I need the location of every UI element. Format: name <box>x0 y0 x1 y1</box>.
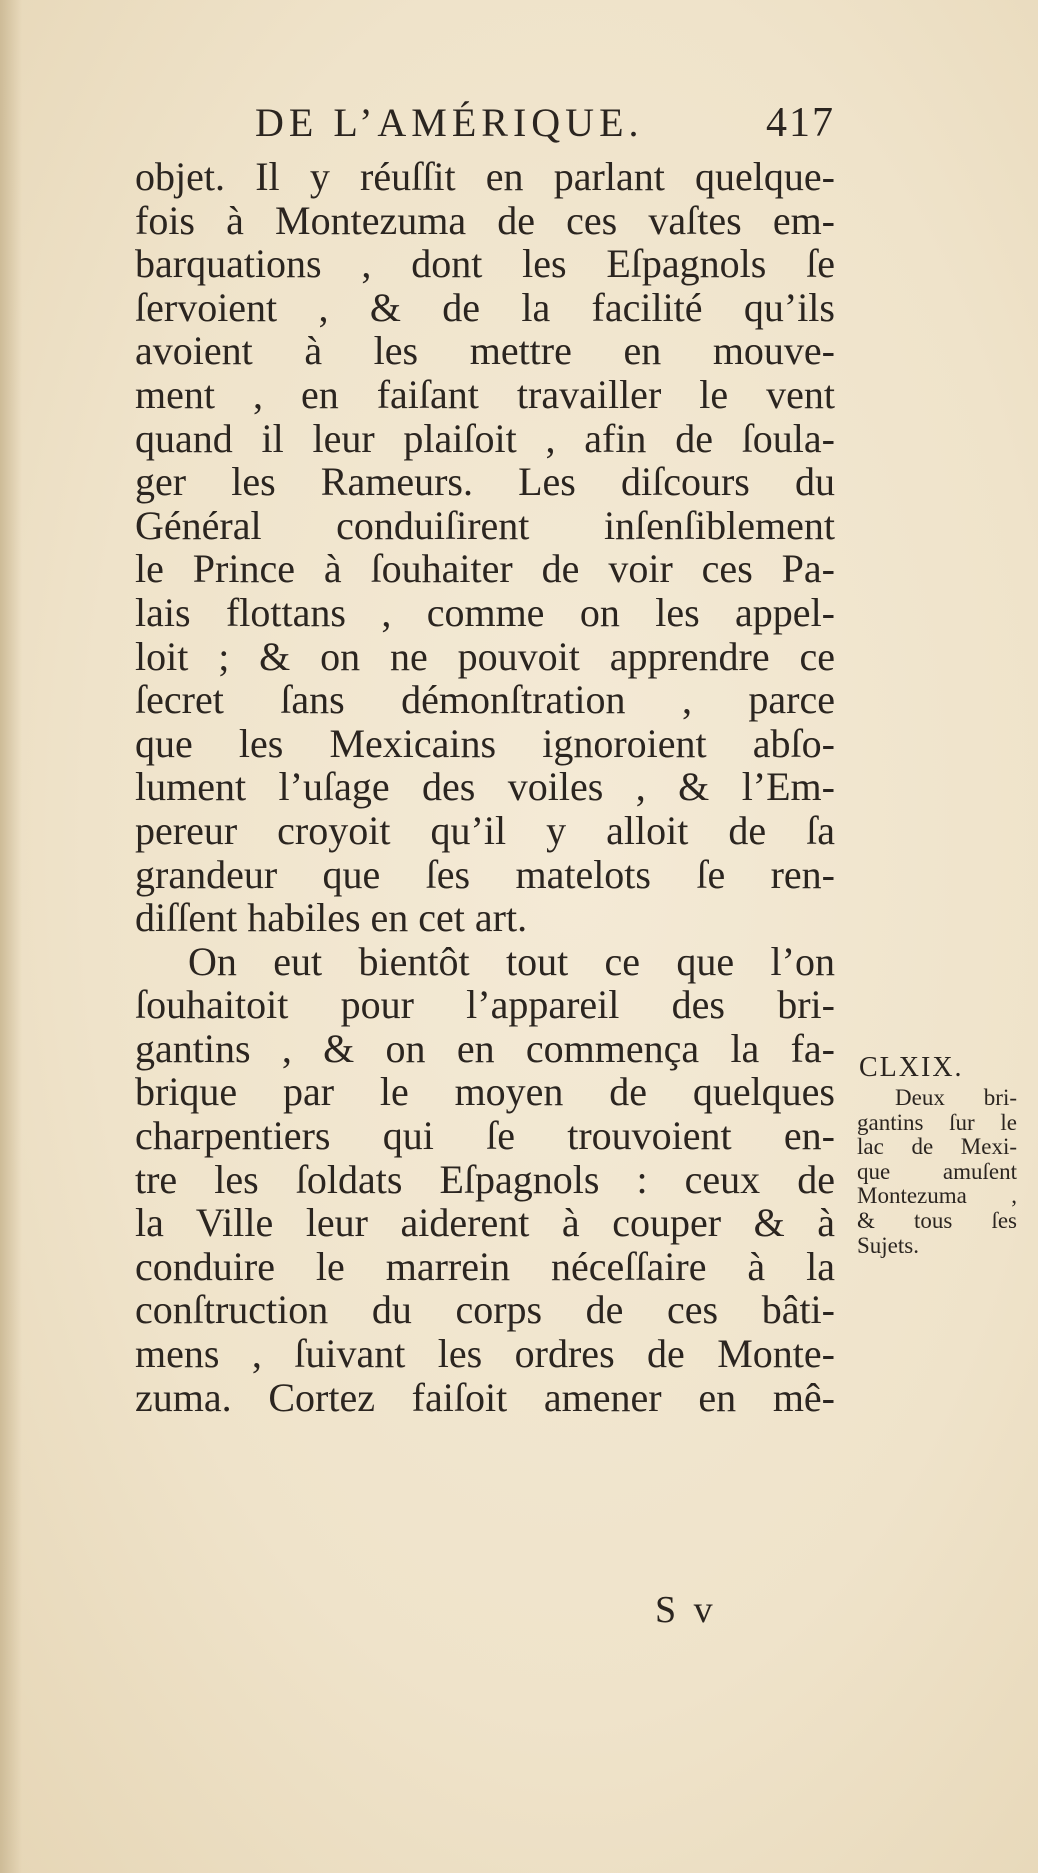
text-line: ger les Rameurs. Les diſcours du <box>135 459 835 505</box>
page-number: 417 <box>766 100 835 146</box>
text-line: la Ville leur aiderent à couper & à <box>135 1200 835 1246</box>
page-gutter-shadow <box>0 0 22 1873</box>
text-line: avoient à les mettre en mouve- <box>135 328 835 374</box>
marginal-note-line: & tous ſes <box>857 1207 1017 1233</box>
text-line: tre les ſoldats Eſpagnols : ceux de <box>135 1156 835 1202</box>
text-line: conduire le marrein néceſſaire à la <box>135 1243 835 1289</box>
text-line: charpentiers qui ſe trouvoient en- <box>135 1113 835 1159</box>
text-line: diſſent habiles en cet art. <box>135 895 528 941</box>
text-line: zuma. Cortez faiſoit amener en mê- <box>135 1374 835 1420</box>
text-line: que les Mexicains ignoroient abſo- <box>135 720 835 766</box>
text-line: loit ; & on ne pouvoit apprendre ce <box>135 633 835 679</box>
text-line: le Prince à ſouhaiter de voir ces Pa- <box>135 546 835 592</box>
text-line: grandeur que ſes matelots ſe ren- <box>135 851 835 897</box>
text-line: Général conduiſirent inſenſiblement <box>135 502 835 548</box>
marginal-note <box>857 1050 1017 1258</box>
text-line: lument l’uſage des voiles , & l’Em- <box>135 764 835 810</box>
text-line: gantins , & on en commença la fa- <box>135 1025 835 1071</box>
marginal-note-line: que amuſent <box>857 1158 1017 1184</box>
marginal-note-line: lac de Mexi- <box>857 1134 1017 1160</box>
text-line: mens , ſuivant les ordres de Monte- <box>135 1331 835 1377</box>
text-line: On eut bientôt tout ce que l’on <box>188 938 835 984</box>
marginal-note-line: Montezuma , <box>857 1183 1017 1209</box>
marginal-note-line: Deux bri- <box>895 1085 1017 1110</box>
text-line: lais flottans , comme on les appel- <box>135 589 835 635</box>
text-line: ſervoient , & de la facilité qu’ils <box>135 284 835 330</box>
marginal-note-line: gantins ſur le <box>857 1109 1017 1135</box>
text-line: conſtruction du corps de ces bâti- <box>135 1287 835 1333</box>
text-line: objet. Il y réuſſit en parlant quelque- <box>135 154 835 199</box>
marginal-note-number: CLXIX. <box>859 1052 964 1083</box>
text-line: barquations , dont les Eſpagnols ſe <box>135 241 835 287</box>
text-line: pereur croyoit qu’il y alloit de ſa <box>135 807 835 853</box>
text-line: ſecret ſans démonſtration , parce <box>135 677 835 723</box>
text-line: ment , en faiſant travailler le vent <box>135 371 835 417</box>
running-header <box>255 98 835 148</box>
text-line: brique par le moyen de quelques <box>135 1069 835 1115</box>
running-title: DE L’AMÉRIQUE. <box>255 100 644 145</box>
body-text <box>135 155 835 1419</box>
text-line: fois à Montezuma de ces vaſtes em- <box>135 197 835 243</box>
signature-mark: S v <box>655 1589 717 1631</box>
text-line: quand il leur plaiſoit , afin de ſoula- <box>135 415 835 461</box>
text-line: ſouhaitoit pour l’appareil des bri- <box>135 982 835 1028</box>
marginal-note-line: Sujets. <box>857 1232 919 1258</box>
